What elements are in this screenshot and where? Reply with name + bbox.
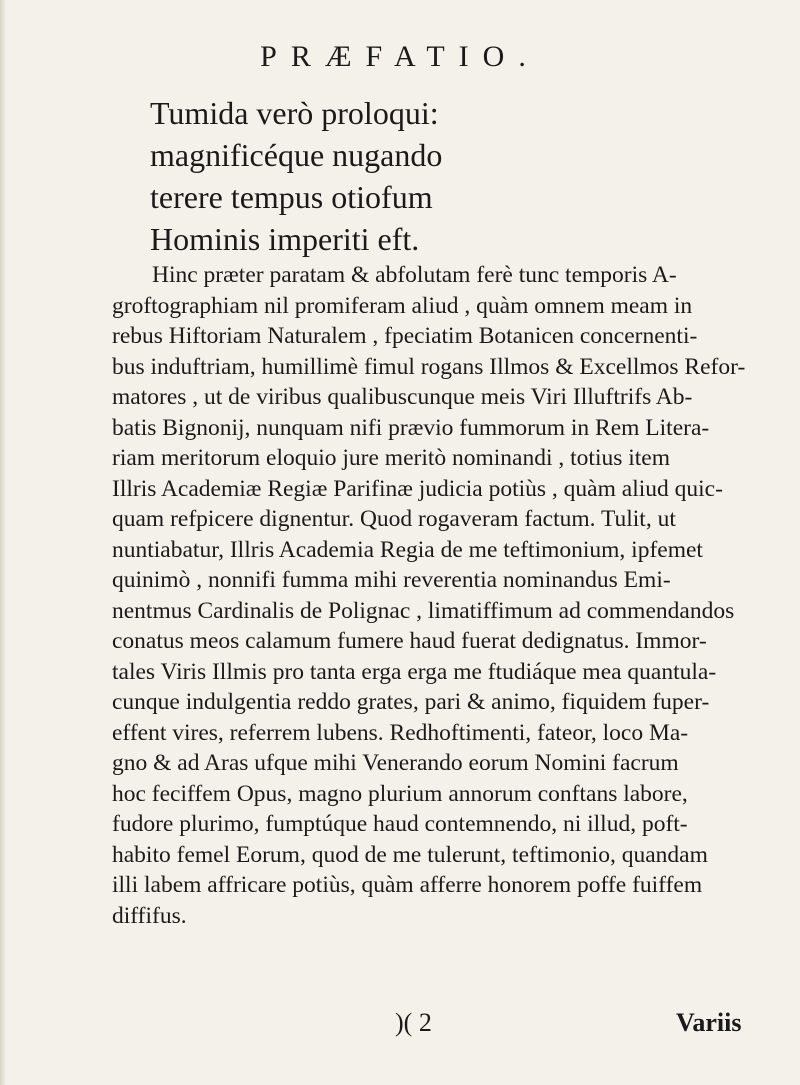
- body-line: effent vires, referrem lubens. Redhoftimenti, fateor, loco Ma-: [112, 719, 689, 746]
- page-footer: [0, 1008, 800, 1048]
- body-line: Illris Academiæ Regiæ Parifinæ judicia potiùs , quàm aliud quic-: [112, 475, 723, 502]
- catchword: Variis: [676, 1008, 742, 1037]
- body-line: hoc feciffem Opus, magno plurium annorum conftans labore,: [112, 780, 688, 807]
- body-paragraph: [112, 260, 790, 931]
- body-line: groftographiam nil promiferam aliud , quàm omnem meam in: [112, 292, 693, 319]
- body-line: fudore plurimo, fumptúque haud contemnendo, ni illud, poft-: [112, 811, 688, 837]
- body-line: habito femel Eorum, quod de me tulerunt, teftimonio, quandam: [112, 841, 708, 868]
- body-line: nentmus Cardinalis de Polignac , limatiffimum ad commendandos: [112, 597, 735, 624]
- body-line: nuntiabatur, Illris Academia Regia de me teftimonium, ipfemet: [112, 536, 703, 563]
- body-line: quam refpicere dignentur. Quod rogaveram factum. Tulit, ut: [112, 506, 676, 532]
- body-line: bus induftriam, humillimè fimul rogans Illmos & Excellmos Refor-: [112, 353, 746, 380]
- verse-line: terere tempus otiofum: [150, 179, 433, 215]
- page-edge-shadow: [0, 0, 6, 1085]
- body-line: rebus Hiftoriam Naturalem , fpeciatim Botanicen concernenti-: [112, 323, 698, 349]
- body-line: riam meritorum eloquio jure meritò nominandi , totius item: [112, 445, 671, 471]
- signature-mark: )( 2: [395, 1008, 432, 1037]
- verse-line: magnificéque nugando: [150, 137, 443, 173]
- body-line: illi labem affricare potiùs, quàm afferre honorem poffe fuiffem: [112, 872, 703, 898]
- verse-line: Hominis imperiti eft.: [150, 221, 420, 257]
- page-title: PRÆFATIO.: [260, 40, 540, 73]
- body-line: quinimò , nonnifi fumma mihi reverentia nominandus Emi-: [112, 567, 671, 593]
- body-line: matores , ut de viribus qualibuscunque meis Viri Illuftrifs Ab-: [112, 384, 693, 410]
- body-line: Hinc præter paratam & abfolutam ferè tunc temporis A-: [152, 262, 677, 288]
- body-line: batis Bignonij, nunquam nifi prævio fummorum in Rem Litera-: [112, 414, 710, 441]
- body-line: diffifus.: [112, 902, 187, 929]
- verse-line: Tumida verò proloqui:: [150, 95, 439, 131]
- body-line: tales Viris Illmis pro tanta erga erga me ftudiáque mea quantula-: [112, 658, 717, 685]
- body-line: conatus meos calamum fumere haud fuerat dedignatus. Immor-: [112, 628, 707, 654]
- verse-block: [150, 92, 442, 260]
- body-line: gno & ad Aras ufque mihi Venerando eorum Nomini facrum: [112, 750, 679, 776]
- body-line: cunque indulgentia reddo grates, pari & animo, fiquidem fuper-: [112, 689, 710, 715]
